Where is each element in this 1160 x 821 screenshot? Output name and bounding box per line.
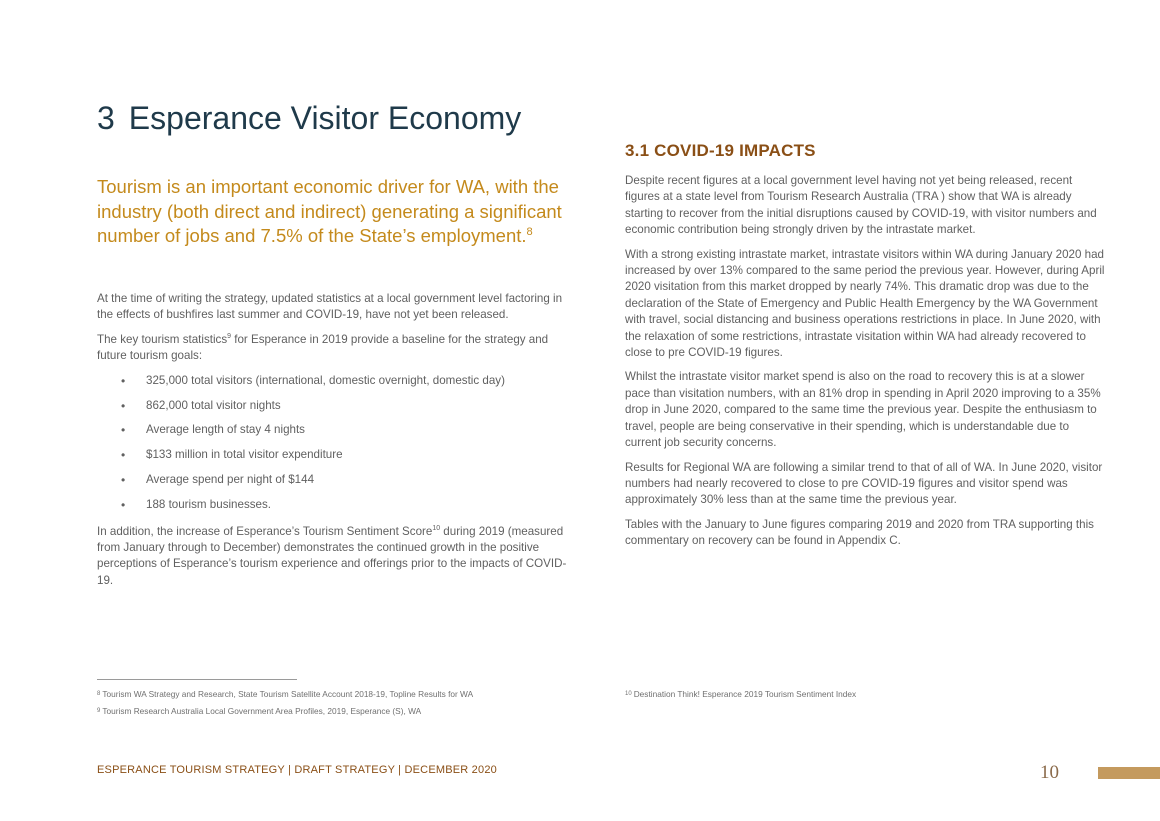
statistics-intro-text-cont: for Esperance in 2019 provide a baseline for the strategy and future tourism goals: xyxy=(97,332,549,363)
statistics-intro-paragraph xyxy=(97,332,577,365)
section-title: Esperance Visitor Economy xyxy=(128,100,522,136)
bullet-icon: • xyxy=(121,498,126,513)
footnote-text: Destination Think! Esperance 2019 Tourism Sentiment Index xyxy=(633,689,857,699)
lead-text: Tourism is an important economic driver for WA, with the industry (both direct and indirect) generating a significant number of jobs and 7.5% of the State’s employment. xyxy=(97,176,562,246)
footnote-text: Tourism Research Australia Local Government Area Profiles, 2019, Esperance (S), WA xyxy=(102,706,422,716)
intro-paragraph: At the time of writing the strategy, updated statistics at a local government level factoring in the effects of bushfires last summer and COVID-19, have not yet been released. xyxy=(97,292,563,322)
footnotes-left xyxy=(97,688,577,722)
list-item-text: $133 million in total visitor expenditure xyxy=(146,448,343,462)
list-item xyxy=(97,373,577,389)
footnote-mark: 8 xyxy=(97,691,101,697)
subsection-heading: 3.1 COVID-19 IMPACTS xyxy=(625,141,816,160)
statistics-intro-text: The key tourism statistics xyxy=(97,332,228,346)
right-column xyxy=(625,141,1107,558)
bullet-icon: • xyxy=(121,398,126,413)
footnote-ref-9[interactable]: 9 xyxy=(227,332,232,340)
section-heading xyxy=(97,100,521,137)
footnote-8 xyxy=(97,688,577,701)
footnote-divider xyxy=(97,679,297,680)
footnotes-right xyxy=(625,688,1105,705)
list-item-text: Average length of stay 4 nights xyxy=(146,423,305,437)
footnote-ref-10[interactable]: 10 xyxy=(432,524,441,532)
footnote-text: Tourism WA Strategy and Research, State Tourism Satellite Account 2018-19, Topline Results for WA xyxy=(102,689,474,699)
covid-paragraph-2: With a strong existing intrastate market, intrastate visitors within WA during January 2020 had increased by over 13% compared to the same period the previous year. However, during April 2020 visitation from this market dropped by nearly 74%. This dramatic drop was due to the declaration of the State of Emergency and Public Health Emergency by the WA Government with travel, social distancing and business operations restrictions in place. In June 2020, with the relaxation of some restrictions, intrastate visitation within WA had already recovered to close to pre COVID-19 figures. xyxy=(625,247,1105,360)
list-item-text: 325,000 total visitors (international, domestic overnight, domestic day) xyxy=(146,373,505,387)
footnote-10 xyxy=(625,688,1105,701)
list-item-text: Average spend per night of $144 xyxy=(146,473,315,487)
section-number: 3 xyxy=(97,100,115,136)
list-item-text: 862,000 total visitor nights xyxy=(146,398,281,412)
sentiment-text: In addition, the increase of Esperance’s Tourism Sentiment Score xyxy=(97,524,433,538)
footer-accent-bar xyxy=(1098,767,1160,779)
footnote-9 xyxy=(97,705,577,718)
footnote-mark: 9 xyxy=(97,708,101,714)
list-item-text: 188 tourism businesses. xyxy=(146,498,272,512)
footnote-mark: 10 xyxy=(625,691,632,697)
left-column xyxy=(97,291,577,597)
sentiment-paragraph xyxy=(97,524,577,590)
sentiment-text-cont: during 2019 (measured from January through to December) demonstrates the continued growth in the positive perceptions of Esperance’s tourism experience and offerings prior to the impacts of COVID-19. xyxy=(97,524,567,587)
list-item xyxy=(97,447,577,463)
lead-statement xyxy=(97,175,567,249)
covid-paragraph-4: Results for Regional WA are following a similar trend to that of all of WA. In June 2020, visitor numbers had nearly recovered to close to pre COVID-19 figures and visitor spend was approximately 30% less than at the same time the previous year. xyxy=(625,460,1103,507)
bullet-icon: • xyxy=(121,373,126,388)
statistics-list xyxy=(97,373,577,514)
footnote-ref-8[interactable]: 8 xyxy=(526,225,533,238)
bullet-icon: • xyxy=(121,473,126,488)
page-number: 10 xyxy=(1040,762,1059,783)
covid-paragraph-1: Despite recent figures at a local government level having not yet being released, recent figures at a state level from Tourism Research Australia (TRA ) show that WA is already starting to recover from the initial disruptions caused by COVID-19, with visitor numbers and economic contribution being strongly driven by the intrastate market. xyxy=(625,174,1097,237)
covid-paragraph-3: Whilst the intrastate visitor market spend is also on the road to recovery this is at a slower pace than visitation numbers, with an 81% drop in spending in April 2020 improving to a 35% drop in June 2020, compared to the same time the previous year. Despite the enthusiasm to travel, people are being conservative in their spending, which is understandable due to current job security concerns. xyxy=(625,370,1101,450)
document-footer: ESPERANCE TOURISM STRATEGY | DRAFT STRATEGY | DECEMBER 2020 xyxy=(97,764,497,776)
bullet-icon: • xyxy=(121,423,126,438)
list-item xyxy=(97,472,577,488)
list-item xyxy=(97,497,577,513)
bullet-icon: • xyxy=(121,448,126,463)
list-item xyxy=(97,422,577,438)
list-item xyxy=(97,398,577,414)
covid-paragraph-5: Tables with the January to June figures comparing 2019 and 2020 from TRA supporting this commentary on recovery can be found in Appendix C. xyxy=(625,517,1094,548)
